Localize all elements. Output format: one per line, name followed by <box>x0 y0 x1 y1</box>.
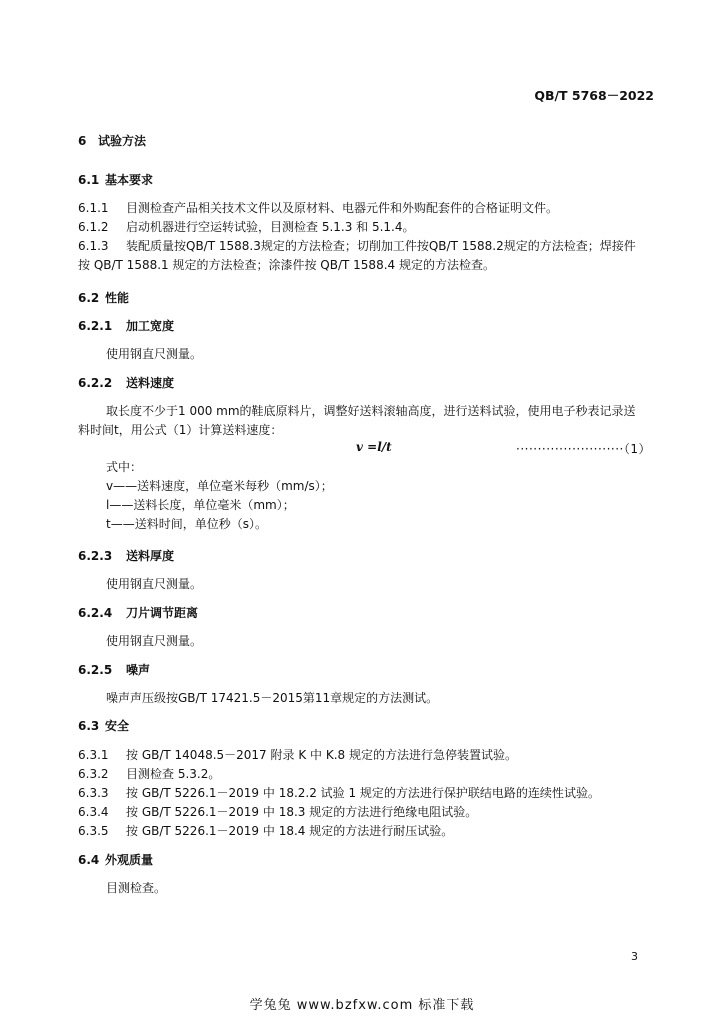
clause-number: 6.3.2 <box>78 767 109 781</box>
text-line-s625t <box>106 690 438 706</box>
clause-text: 送料厚度 <box>126 549 175 563</box>
clause-text: 目测检查。 <box>106 881 167 895</box>
clause-number: 6.2.5 <box>78 663 113 677</box>
clause-text: 试验方法 <box>98 134 147 148</box>
clause-text: 取长度不少于1 000 mm的鞋底原料片，调整好送料滚轴高度，进行送料试验，使用电子秒表记录送 <box>106 404 636 418</box>
clause-number: 6.4 <box>78 853 100 867</box>
clause-text: 送料速度 <box>126 376 175 390</box>
text-line-s613 <box>78 238 636 254</box>
clause-text: 目测检查 5.3.2。 <box>126 767 221 781</box>
clause-number: 6.3.4 <box>78 805 109 819</box>
clause-text: 基本要求 <box>105 173 154 187</box>
clause-text: 外观质量 <box>105 853 154 867</box>
clause-text: 噪声 <box>126 663 151 677</box>
text-line-s622t1 <box>106 403 636 419</box>
clause-number: 6.3.3 <box>78 786 109 800</box>
clause-number: 6.1.2 <box>78 220 109 234</box>
text-line-s61 <box>78 172 153 188</box>
clause-number: 6.1.1 <box>78 201 109 215</box>
text-line-s622v <box>106 478 333 494</box>
text-line-s622 <box>78 375 174 391</box>
clause-text: 使用钢直尺测量。 <box>106 577 203 591</box>
clause-number: 6.1 <box>78 173 100 187</box>
text-line-s62 <box>78 290 129 306</box>
clause-text: v——送料速度，单位毫米每秒（mm/s）； <box>106 479 333 493</box>
clause-text: 刀片调节距离 <box>126 606 199 620</box>
clause-text: 启动机器进行空运转试验，目测检查 5.1.3 和 5.1.4。 <box>126 220 415 234</box>
clause-number: 6.2.3 <box>78 549 113 563</box>
text-line-s611 <box>78 200 558 216</box>
text-line-s624t <box>106 633 202 649</box>
clause-text: 目测检查产品相关技术文件以及原材料、电器元件和外购配套件的合格证明文件。 <box>126 201 559 215</box>
text-line-s624 <box>78 605 198 621</box>
clause-number: 6.1.3 <box>78 239 109 253</box>
text-line-s625 <box>78 662 150 678</box>
text-line-s632 <box>78 766 220 782</box>
clause-text: 式中： <box>106 460 143 474</box>
clause-number: 6.2.1 <box>78 319 113 333</box>
clause-text: 安全 <box>105 719 130 733</box>
text-line-s622t <box>106 516 267 532</box>
text-line-s613b <box>78 257 495 273</box>
text-line-s64t <box>106 880 166 896</box>
clause-text: 噪声声压级按GB/T 17421.5－2015第11章规定的方法测试。 <box>106 691 439 705</box>
clause-number: 6.3.1 <box>78 748 109 762</box>
clause-text: 按 GB/T 5226.1－2019 中 18.3 规定的方法进行绝缘电阻试验。 <box>126 805 478 819</box>
text-line-s64 <box>78 852 153 868</box>
clause-number: 6.2 <box>78 291 100 305</box>
formula-number: ·························（1） <box>516 442 651 456</box>
clause-number: 6 <box>78 134 87 148</box>
footer-watermark[interactable]: 学兔兔 www.bzfxw.com 标准下载 <box>249 998 475 1013</box>
text-line-s631 <box>78 747 517 763</box>
clause-number: 6.3.5 <box>78 824 109 838</box>
text-line-s634 <box>78 804 477 820</box>
clause-text: 使用钢直尺测量。 <box>106 347 203 361</box>
clause-number: 6.2.2 <box>78 376 113 390</box>
text-line-s6 <box>78 133 146 149</box>
text-line-s635 <box>78 823 453 839</box>
clause-text: 按 GB/T 5226.1－2019 中 18.2.2 试验 1 规定的方法进行保护联结电路的连续性试验。 <box>126 786 600 800</box>
clause-text: 加工宽度 <box>126 319 175 333</box>
clause-text: t——送料时间，单位秒（s）。 <box>106 517 267 531</box>
text-line-s623t <box>106 576 202 592</box>
text-line-s612 <box>78 219 415 235</box>
text-line-s622l <box>106 497 295 513</box>
text-line-s621 <box>78 318 174 334</box>
text-line-s622w <box>106 459 142 475</box>
text-line-s633 <box>78 785 600 801</box>
clause-text: 按 GB/T 5226.1－2019 中 18.4 规定的方法进行耐压试验。 <box>126 824 454 838</box>
text-line-s621t <box>106 346 202 362</box>
clause-text: 性能 <box>105 291 130 305</box>
clause-text: l——送料长度，单位毫米（mm）； <box>106 498 295 512</box>
text-line-s623 <box>78 548 174 564</box>
text-line-s63 <box>78 718 129 734</box>
clause-text: 装配质量按QB/T 1588.3规定的方法检查；切削加工件按QB/T 1588.2规定的方法检查；焊接件 <box>126 239 636 253</box>
clause-text: 使用钢直尺测量。 <box>106 634 203 648</box>
standard-number: QB/T 5768－2022 <box>534 88 654 103</box>
clause-number: 6.3 <box>78 719 100 733</box>
clause-number: 6.2.4 <box>78 606 113 620</box>
clause-text: 料时间t，用公式（1）计算送料速度： <box>78 423 283 437</box>
clause-text: 按 QB/T 1588.1 规定的方法检查；涂漆件按 QB/T 1588.4 规定的方法检查。 <box>78 258 495 272</box>
formula-expression: v =l/t <box>356 440 392 454</box>
text-line-s622t2 <box>78 422 282 438</box>
page-number: 3 <box>631 950 638 963</box>
clause-text: 按 GB/T 14048.5－2017 附录 K 中 K.8 规定的方法进行急停装置试验。 <box>126 748 517 762</box>
